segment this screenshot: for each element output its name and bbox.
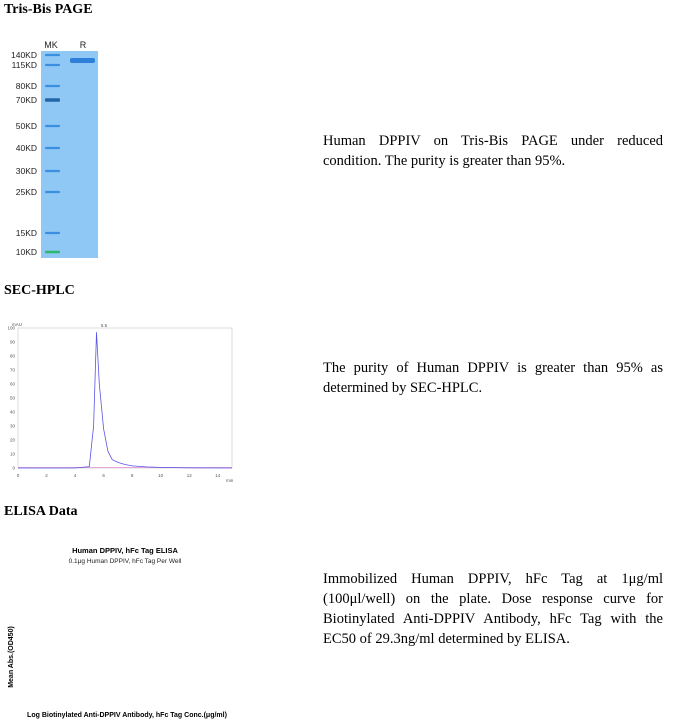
marker-band: [45, 170, 60, 172]
sec-x-tick: 6: [102, 473, 105, 478]
marker-label: 140KD: [11, 50, 37, 60]
marker-band: [45, 232, 60, 234]
elisa-x-label: Log Biotinylated Anti-DPPIV Antibody, hFc Tag Conc.(μg/ml): [27, 712, 227, 719]
gel-image: [0, 36, 100, 266]
sec-y-tick: 100: [7, 325, 15, 331]
marker-band: [45, 147, 60, 149]
sec-x-unit: min: [226, 478, 234, 483]
marker-label: 40KD: [15, 143, 37, 153]
sec-x-tick: 0: [16, 473, 20, 478]
sec-y-tick: 60: [9, 381, 15, 387]
sec-frame: [18, 328, 232, 468]
sec-trace: [18, 332, 232, 468]
marker-band: [45, 85, 60, 87]
sec-x-tick: 14: [215, 473, 221, 478]
sec-y-tick: 0: [12, 465, 15, 471]
sec-y-tick: 20: [9, 437, 15, 443]
sec-heading: SEC-HPLC: [4, 283, 75, 298]
sec-chart: [0, 316, 240, 486]
gel-heading: Tris-Bis PAGE: [4, 2, 93, 17]
lane-label-r: R: [79, 40, 87, 50]
marker-label: 25KD: [15, 187, 37, 197]
marker-label: 70KD: [15, 95, 37, 105]
sec-x-tick: 10: [158, 473, 164, 478]
sec-y-tick: 40: [9, 409, 15, 415]
marker-band: [45, 251, 60, 254]
sec-description: The purity of Human DPPIV is greater than 95% as determined by SEC-HPLC.: [323, 360, 663, 396]
elisa-subtitle: 0.1μg Human DPPIV, hFc Tag Per Well: [68, 558, 182, 565]
sec-x-tick: 2: [45, 473, 48, 478]
sec-y-tick: 50: [9, 395, 15, 401]
marker-label: 115KD: [11, 60, 37, 70]
gel-background: [41, 51, 98, 258]
marker-band: [45, 191, 60, 193]
sec-peak-label: 5.5: [100, 323, 108, 328]
elisa-description: Immobilized Human DPPIV, hFc Tag at 1μg/ml (100μl/well) on the plate. Dose response curve for Biotinylated Anti-DPPIV Antibody, hFc Tag with the EC50 of 29.3ng/ml determined by ELISA.: [323, 571, 663, 647]
marker-band: [45, 54, 60, 56]
marker-label: 80KD: [15, 81, 37, 91]
lane-label-mk: MK: [44, 40, 58, 50]
sec-x-tick: 4: [73, 473, 77, 478]
sec-y-tick: 80: [9, 353, 15, 359]
elisa-heading: ELISA Data: [4, 504, 78, 519]
marker-label: 10KD: [15, 247, 37, 257]
marker-labels: [11, 50, 37, 257]
gel-description: Human DPPIV on Tris-Bis PAGE under reduced condition. The purity is greater than 95%.: [323, 133, 663, 169]
marker-label: 15KD: [15, 228, 37, 238]
marker-label: 30KD: [15, 166, 37, 176]
sec-x-tick: 8: [130, 473, 134, 478]
sec-y-tick: 70: [9, 367, 15, 373]
marker-band: [45, 125, 60, 127]
sec-y-unit: mAU: [12, 322, 22, 327]
sec-y-tick: 90: [9, 339, 15, 345]
sec-y-tick: 30: [9, 423, 15, 429]
marker-band: [45, 64, 60, 66]
sample-band: [70, 58, 95, 63]
elisa-y-label: Mean Abs.(OD450): [8, 626, 15, 688]
marker-label: 50KD: [15, 121, 37, 131]
sec-y-tick: 10: [9, 451, 15, 457]
elisa-chart: [0, 540, 260, 720]
sec-x-tick: 12: [186, 473, 192, 478]
marker-band: [45, 98, 60, 101]
elisa-title: Human DPPIV, hFc Tag ELISA: [72, 546, 178, 555]
